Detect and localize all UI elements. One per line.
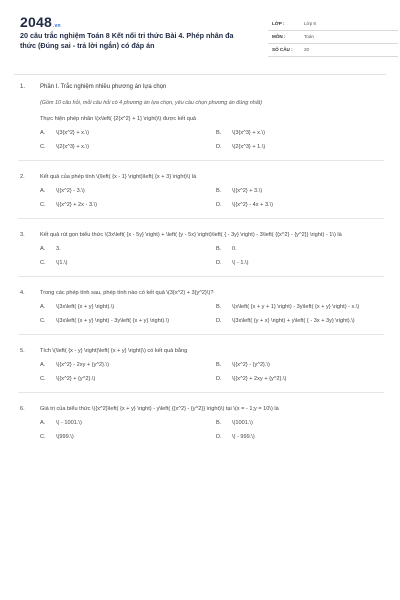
question-number: 5. [20, 348, 25, 354]
option-text: \({x^2} - 3.\) [56, 188, 85, 194]
option-letter: C. [40, 260, 46, 266]
meta-row-class [268, 18, 398, 31]
option-a[interactable] [40, 303, 216, 311]
option-b[interactable] [216, 303, 392, 311]
meta-label: MÔN : [272, 34, 286, 39]
option-text: \( - 1.\) [232, 260, 249, 266]
option-letter: B. [216, 130, 222, 136]
question-divider [18, 218, 384, 219]
option-d[interactable] [216, 317, 392, 325]
option-letter: C. [40, 376, 46, 382]
options-grid [18, 245, 384, 267]
question-text: Tích \(\left( {x - y} \right)\left( {x + y} \right)\) có kết quả bằng [40, 348, 188, 354]
meta-value: Lớp 8 [304, 21, 316, 26]
option-text: \({x^2} - 4x + 3.\) [232, 202, 274, 208]
meta-value: Toán [304, 34, 314, 39]
document-header [18, 14, 386, 74]
option-c[interactable] [40, 259, 216, 267]
question-6 [18, 405, 384, 441]
option-text: \({x^2} + 2xy + {y^2}.\) [232, 376, 287, 382]
option-letter: A. [40, 362, 46, 368]
option-b[interactable] [216, 187, 392, 195]
meta-label: SỐ CÂU : [272, 47, 293, 52]
question-5 [18, 347, 384, 393]
option-letter: A. [40, 420, 46, 426]
option-text: \(2{x^3} + 1.\) [232, 144, 266, 150]
question-1 [18, 83, 384, 161]
options-grid [18, 303, 384, 325]
meta-row-count [268, 44, 398, 57]
options-grid [18, 187, 384, 209]
option-d[interactable] [216, 201, 392, 209]
option-text: \({x^2} + 3.\) [232, 188, 263, 194]
option-d[interactable] [216, 375, 392, 383]
question-text: Giá trị của biểu thức \({x^2}\left( {x + y} \right) - y\left( {{x^2} - {y^2}} \right)\) tại \(x = - 1;y = 10\) là [40, 406, 279, 412]
option-d[interactable] [216, 259, 392, 267]
option-letter: C. [40, 202, 46, 208]
option-text: \(3x\left( {x + y} \right).\) [56, 304, 115, 310]
question-number: 4. [20, 290, 25, 296]
option-c[interactable] [40, 433, 216, 441]
option-a[interactable] [40, 245, 216, 253]
option-letter: D. [216, 434, 222, 440]
option-a[interactable] [40, 361, 216, 369]
option-text: \( - 999.\) [232, 434, 255, 440]
option-c[interactable] [40, 143, 216, 151]
option-c[interactable] [40, 317, 216, 325]
question-text: Kết quả rút gọn biểu thức \(3x\left( {x - 5y} \right) + \left( {y - 5x} \right)\left( { - 3y} \right) - 3\left( {{x^2} - {y^2}} \right) - 1\) là [40, 232, 342, 238]
option-b[interactable] [216, 129, 392, 137]
options-grid [18, 419, 384, 441]
option-text: \({x^2} - {y^2}.\) [232, 362, 270, 368]
option-letter: A. [40, 130, 46, 136]
option-a[interactable] [40, 129, 216, 137]
option-letter: B. [216, 304, 222, 310]
question-divider [18, 392, 384, 393]
option-text: \(2{x^3} + x.\) [56, 144, 89, 150]
part-note: (Gồm 10 câu hỏi, mỗi câu hỏi có 4 phương án lựa chọn, yêu cầu chọn phương án đúng nhất) [40, 100, 263, 106]
option-letter: A. [40, 304, 46, 310]
question-2 [18, 173, 384, 219]
option-text: \( - 1001.\) [56, 420, 82, 426]
part-title [18, 83, 384, 91]
question-divider [18, 160, 384, 161]
option-b[interactable] [216, 419, 392, 427]
option-text: \({x^2} + 2x - 3.\) [56, 202, 98, 208]
options-grid [18, 129, 384, 151]
option-text: \(3{x^3} + x.\) [232, 130, 265, 136]
option-text: \(1.\) [56, 260, 68, 266]
question-divider [18, 276, 384, 277]
option-letter: D. [216, 318, 222, 324]
option-c[interactable] [40, 201, 216, 209]
question-number: 3. [20, 232, 25, 238]
option-letter: A. [40, 246, 46, 252]
question-head [18, 173, 384, 181]
option-letter: B. [216, 420, 222, 426]
meta-table [268, 18, 398, 57]
question-head [18, 289, 384, 297]
part-title-text: Phần I. Trắc nghiệm nhiều phương án lựa chọn [40, 84, 167, 90]
question-number: 6. [20, 406, 25, 412]
logo-suffix: .vn [52, 23, 61, 29]
option-letter: D. [216, 144, 222, 150]
option-letter: D. [216, 376, 222, 382]
option-text: \(1001.\) [232, 420, 253, 426]
option-d[interactable] [216, 433, 392, 441]
question-head [18, 231, 384, 239]
option-d[interactable] [216, 143, 392, 151]
question-number: 2. [20, 174, 25, 180]
option-text: 3. [56, 246, 61, 252]
question-text: Kết quả của phép tính \(\left( {x - 1} \right)\left( {x + 3} \right)\) là [40, 174, 197, 180]
site-logo[interactable] [20, 14, 61, 30]
option-text: \(x\left( {x + y + 1} \right) - 3y\left( {x + y} \right) - x.\) [232, 304, 360, 310]
option-letter: C. [40, 434, 46, 440]
option-letter: B. [216, 246, 222, 252]
question-head [18, 405, 384, 413]
option-text: \(3x\left( {x + y} \right) - 3y\left( {x + y} \right).\) [56, 318, 170, 324]
header-divider [14, 74, 386, 75]
option-b[interactable] [216, 245, 392, 253]
question-list [18, 80, 384, 441]
option-letter: B. [216, 188, 222, 194]
option-text: \({x^2} + {y^2}.\) [56, 376, 96, 382]
option-c[interactable] [40, 375, 216, 383]
option-text: \(3x\left( {y + x} \right) + y\left( { - 3x + 3y} \right).\) [232, 318, 355, 324]
question-4 [18, 289, 384, 335]
question-number: 1. [20, 84, 26, 90]
question-3 [18, 231, 384, 277]
logo-text: 2048 [20, 14, 52, 30]
option-text: \(999.\) [56, 434, 74, 440]
option-letter: C. [40, 144, 46, 150]
option-text: \({x^2} - 2xy + {y^2}.\) [56, 362, 109, 368]
meta-row-subject [268, 31, 398, 44]
meta-value: 20 [304, 47, 310, 52]
meta-label: LỚP : [272, 21, 285, 26]
option-letter: C. [40, 318, 46, 324]
option-letter: A. [40, 188, 46, 194]
option-letter: D. [216, 202, 222, 208]
document-title: 20 câu trắc nghiệm Toán 8 Kết nối tri thức Bài 4. Phép nhân đa thức (Đúng sai - trả lời ngắn) có đáp án [20, 31, 234, 50]
question-divider [18, 334, 384, 335]
question-text: Trong các phép tính sau, phép tính nào có kết quả \(3{x^2} + 3{y^2}\)? [40, 290, 214, 296]
option-text: 0. [232, 246, 237, 252]
question-head [18, 347, 384, 355]
option-a[interactable] [40, 187, 216, 195]
question-text: Thực hiện phép nhân \(x\left( {2{x^2} + 1} \right)\) được kết quả [40, 116, 197, 122]
option-text: \(3{x^2} + x.\) [56, 130, 89, 136]
option-letter: D. [216, 260, 222, 266]
option-a[interactable] [40, 419, 216, 427]
option-letter: B. [216, 362, 222, 368]
option-b[interactable] [216, 361, 392, 369]
options-grid [18, 361, 384, 383]
